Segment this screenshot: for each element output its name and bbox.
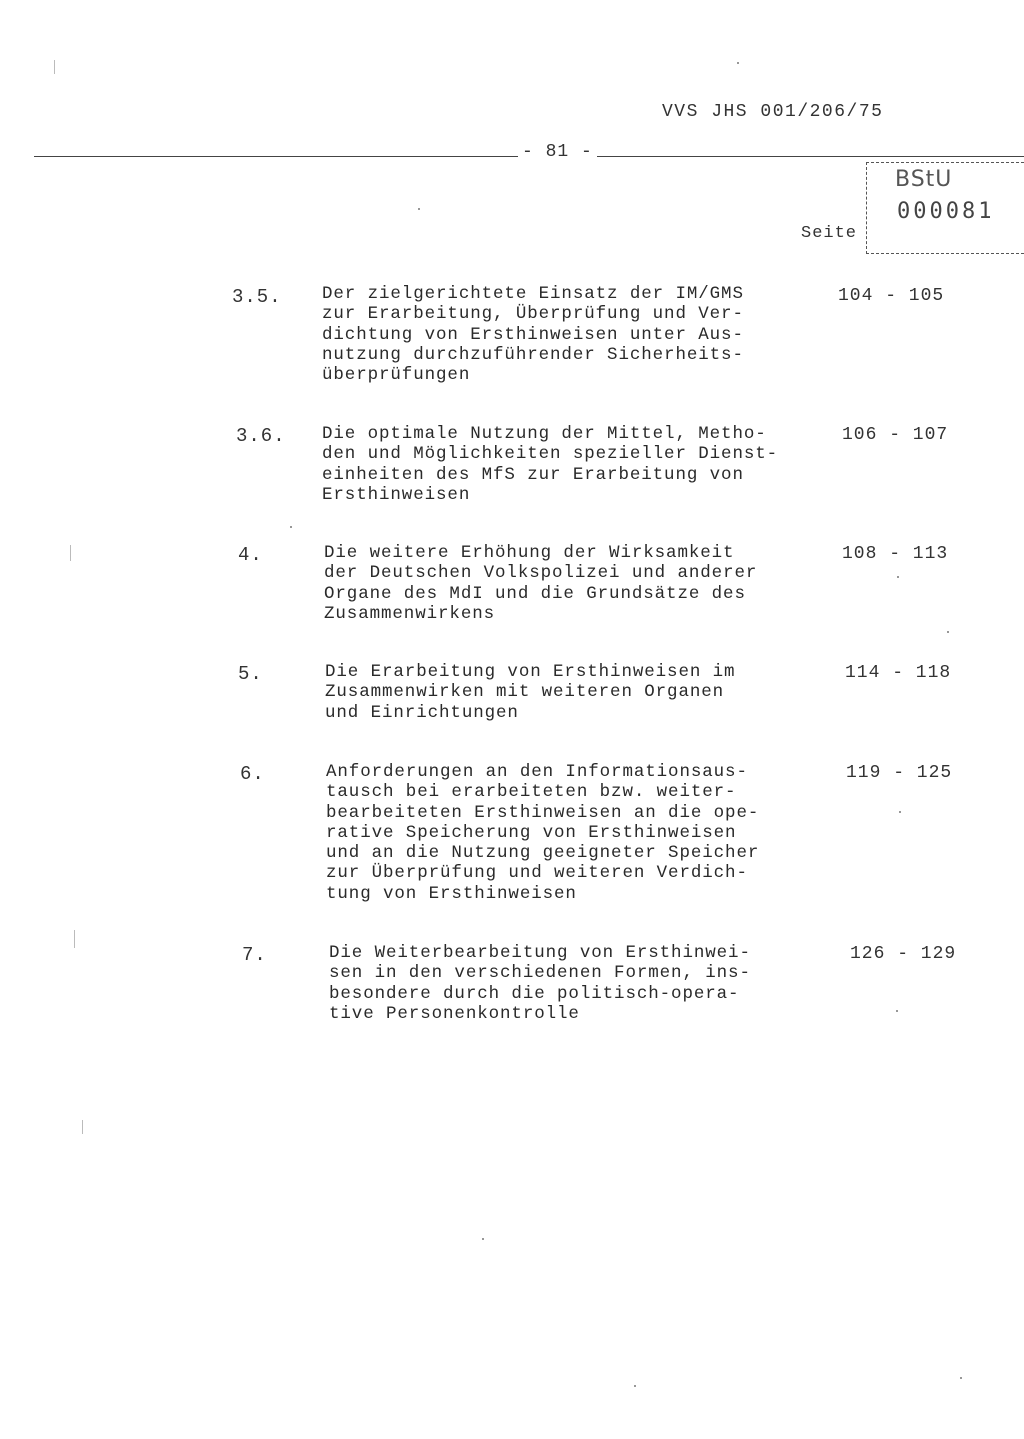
entry-title-line: der Deutschen Volkspolizei und anderer — [324, 563, 758, 584]
entry-number: 5. — [238, 663, 263, 685]
entry-title — [329, 943, 829, 1024]
entry-title-line: Anforderungen an den Informationsaus- — [326, 762, 748, 782]
scan-mark — [74, 930, 75, 948]
entry-number: 6. — [240, 763, 265, 785]
entry-title-line: bearbeiteten Ersthinweisen an die ope- — [326, 802, 760, 823]
entry-title-line: Zusammenwirken mit weiteren Organen — [325, 682, 725, 703]
entry-pages: 104 - 105 — [838, 286, 945, 306]
entry-number: 3.5. — [232, 286, 282, 308]
document-reference: VVS JHS 001/206/75 — [662, 102, 884, 122]
entry-title-line: tung von Ersthinweisen — [326, 883, 577, 904]
scan-speck — [947, 631, 949, 633]
entry-title-line: den und Möglichkeiten spezieller Dienst- — [322, 444, 779, 465]
entry-pages: 119 - 125 — [846, 763, 953, 783]
entry-number: 4. — [238, 544, 263, 566]
entry-title-line: rative Speicherung von Ersthinweisen — [326, 822, 737, 843]
scan-speck — [960, 1377, 962, 1379]
entry-title-line: Der zielgerichtete Einsatz der IM/GMS — [322, 284, 744, 304]
entry-title-line: zur Überprüfung und weiteren Verdich- — [326, 863, 748, 884]
page-number: - 81 - — [518, 142, 597, 162]
entry-title-line: zur Erarbeitung, Überprüfung und Ver- — [322, 304, 744, 325]
scan-speck — [899, 811, 901, 813]
entry-pages: 108 - 113 — [842, 544, 949, 564]
entry-title-line: besondere durch die politisch-opera- — [329, 983, 740, 1004]
entry-title-line: überprüfungen — [322, 365, 471, 386]
scan-mark — [70, 545, 71, 561]
entry-title — [326, 762, 826, 904]
scan-speck — [290, 526, 292, 528]
entry-title — [322, 424, 822, 505]
archive-stamp — [866, 162, 1024, 254]
scan-speck — [737, 62, 739, 64]
entry-number: 3.6. — [236, 425, 286, 447]
entry-title-line: sen in den verschiedenen Formen, ins- — [329, 963, 751, 984]
entry-title-line: dichtung von Ersthinweisen unter Aus- — [322, 324, 744, 345]
scan-speck — [896, 1010, 898, 1012]
entry-title-line: Die Erarbeitung von Ersthinweisen im — [325, 662, 736, 682]
stamp-title: BStU — [895, 167, 953, 192]
entry-title-line: einheiten des MfS zur Erarbeitung von — [322, 464, 744, 485]
entry-title-line: Ersthinweisen — [322, 484, 471, 505]
entry-title-line: und an die Nutzung geeigneter Speicher — [326, 843, 760, 864]
entry-pages: 106 - 107 — [842, 425, 949, 445]
entry-title-line: tausch bei erarbeiteten bzw. weiter- — [326, 782, 737, 803]
page-column-label: Seite — [801, 224, 858, 243]
entry-pages: 114 - 118 — [845, 663, 952, 683]
stamp-number: 000081 — [897, 199, 995, 224]
entry-title-line: und Einrichtungen — [325, 702, 519, 723]
entry-number: 7. — [242, 944, 267, 966]
entry-title-line: Organe des MdI und die Grundsätze des — [324, 583, 746, 604]
entry-title — [324, 543, 824, 624]
entry-title-line: nutzung durchzuführender Sicherheits- — [322, 344, 744, 365]
entry-title — [322, 284, 822, 385]
entry-title-line: Die Weiterbearbeitung von Ersthinwei- — [329, 943, 751, 963]
scan-speck — [897, 576, 899, 578]
entry-pages: 126 - 129 — [850, 944, 957, 964]
scan-speck — [634, 1385, 636, 1387]
scan-speck — [418, 208, 420, 210]
scan-mark — [82, 1120, 83, 1134]
entry-title-line: tive Personenkontrolle — [329, 1003, 580, 1024]
scan-speck — [482, 1238, 484, 1240]
entry-title-line: Die optimale Nutzung der Mittel, Metho- — [322, 424, 767, 444]
entry-title-line: Zusammenwirkens — [324, 603, 496, 624]
entry-title — [325, 662, 825, 723]
scan-mark — [54, 60, 55, 74]
entry-title-line: Die weitere Erhöhung der Wirksamkeit — [324, 543, 735, 563]
